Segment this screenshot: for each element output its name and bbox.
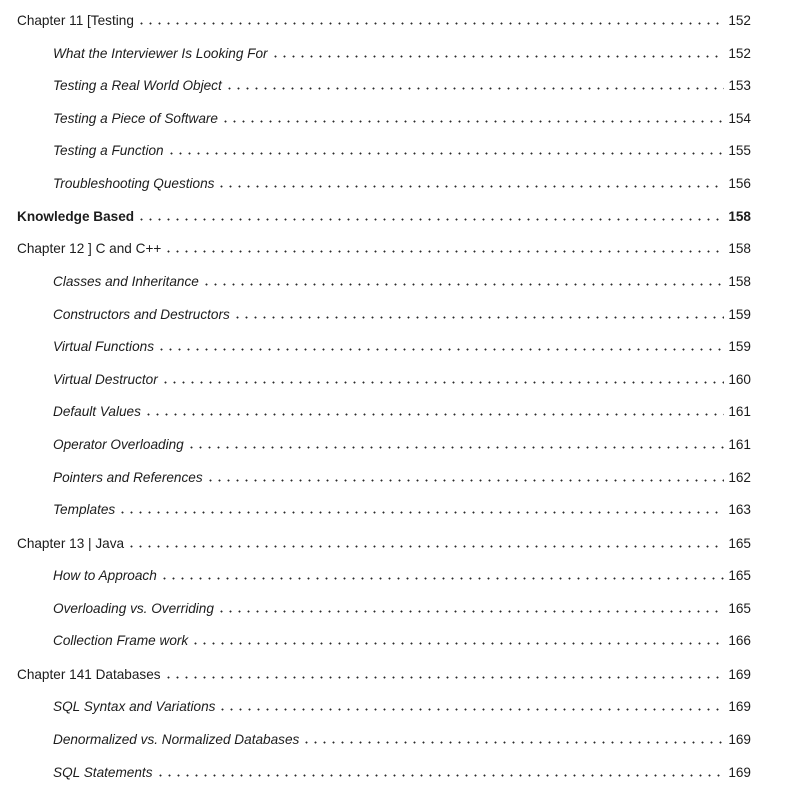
dot-leader	[137, 218, 724, 221]
toc-entry	[17, 530, 751, 552]
toc-entry	[17, 235, 751, 257]
toc-entry-title: SQL Statements	[53, 765, 153, 780]
toc-entry-title: Knowledge Based	[17, 209, 135, 224]
toc-entry	[53, 268, 751, 290]
toc-entry-page: 159	[728, 339, 751, 354]
toc-entry-page: 166	[728, 633, 751, 648]
toc-entry-page: 158	[728, 209, 751, 224]
toc-entry-page: 158	[728, 241, 751, 256]
toc-entry-page: 165	[728, 601, 751, 616]
toc-entry-title: Classes and Inheritance	[53, 274, 199, 289]
toc-entry-page: 156	[728, 176, 751, 191]
toc-entry	[53, 595, 751, 617]
dot-leader	[164, 676, 724, 679]
toc-entry	[53, 366, 751, 388]
toc-entry-title: Chapter 12 ] C and C++	[17, 241, 162, 256]
toc-entry	[53, 137, 751, 159]
dot-leader	[225, 87, 724, 90]
toc-entry	[53, 464, 751, 486]
toc-entry-page: 169	[728, 699, 751, 714]
toc-entry	[53, 301, 751, 323]
toc-entry-page: 169	[728, 667, 751, 682]
dot-leader	[187, 446, 724, 449]
toc-entry	[53, 170, 751, 192]
toc-entry	[53, 726, 751, 748]
toc-entry-title: Testing a Function	[53, 143, 164, 158]
dot-leader	[217, 185, 724, 188]
toc-entry-title: What the Interviewer Is Looking For	[53, 46, 268, 61]
toc-entry-title: Overloading vs. Overriding	[53, 601, 214, 616]
toc-entry-title: How to Approach	[53, 568, 157, 583]
dot-leader	[191, 642, 724, 645]
toc-entry	[53, 72, 751, 94]
toc-entry	[53, 627, 751, 649]
dot-leader	[127, 545, 724, 548]
toc-entry-page: 169	[728, 765, 751, 780]
toc-entry	[53, 333, 751, 355]
toc-entry-title: Operator Overloading	[53, 437, 184, 452]
dot-leader	[302, 741, 724, 744]
dot-leader	[144, 413, 724, 416]
toc-entry-title: Virtual Destructor	[53, 372, 158, 387]
dot-leader	[167, 152, 724, 155]
toc-entry-page: 154	[728, 111, 751, 126]
dot-leader	[164, 250, 724, 253]
toc-entry-title: Collection Frame work	[53, 633, 189, 648]
dot-leader	[206, 479, 724, 482]
toc-entry	[17, 661, 751, 683]
toc-entry-title: Virtual Functions	[53, 339, 154, 354]
dot-leader	[218, 708, 724, 711]
toc-entry-page: 161	[728, 437, 751, 452]
toc-entry	[53, 562, 751, 584]
toc-entry-page: 160	[728, 372, 751, 387]
toc-entry-title: Templates	[53, 502, 116, 517]
toc-entry	[53, 759, 751, 781]
toc-entry-title: Pointers and References	[53, 470, 203, 485]
toc-entry-page: 162	[728, 470, 751, 485]
toc-entry-page: 153	[728, 78, 751, 93]
dot-leader	[161, 381, 724, 384]
toc-entry-page: 152	[728, 13, 751, 28]
toc-entry	[53, 496, 751, 518]
toc-entry-title: Constructors and Destructors	[53, 307, 230, 322]
toc-entry-title: Chapter 11 [Testing	[17, 13, 134, 28]
toc-entry	[53, 398, 751, 420]
toc-entry-title: Troubleshooting Questions	[53, 176, 215, 191]
toc-entry-title: Testing a Piece of Software	[53, 111, 218, 126]
toc-entry	[17, 7, 751, 29]
toc-entry-page: 158	[728, 274, 751, 289]
dot-leader	[233, 316, 724, 319]
toc-entry-page: 152	[728, 46, 751, 61]
toc-entry-title: Chapter 13 | Java	[17, 536, 125, 551]
toc-entry-page: 161	[728, 404, 751, 419]
dot-leader	[160, 577, 724, 580]
dot-leader	[157, 348, 724, 351]
toc-entry-page: 165	[728, 568, 751, 583]
toc-entry-title: Denormalized vs. Normalized Databases	[53, 732, 300, 747]
dot-leader	[217, 610, 724, 613]
toc-entry-title: Testing a Real World Object	[53, 78, 222, 93]
dot-leader	[137, 22, 724, 25]
toc-entry	[53, 693, 751, 715]
toc-entry-page: 165	[728, 536, 751, 551]
toc-entry-page: 163	[728, 502, 751, 517]
dot-leader	[118, 511, 724, 514]
toc-entry	[53, 431, 751, 453]
toc-entry-page: 159	[728, 307, 751, 322]
dot-leader	[156, 774, 725, 777]
toc-part-entry	[17, 203, 751, 225]
toc-entry-title: Chapter 141 Databases	[17, 667, 161, 682]
toc-entry-title: SQL Syntax and Variations	[53, 699, 216, 714]
toc-entry-page: 155	[728, 143, 751, 158]
dot-leader	[221, 120, 724, 123]
toc-entry-title: Default Values	[53, 404, 141, 419]
toc-entry	[53, 40, 751, 62]
dot-leader	[271, 55, 724, 58]
dot-leader	[202, 283, 724, 286]
toc-entry	[53, 105, 751, 127]
toc-entry-page: 169	[728, 732, 751, 747]
